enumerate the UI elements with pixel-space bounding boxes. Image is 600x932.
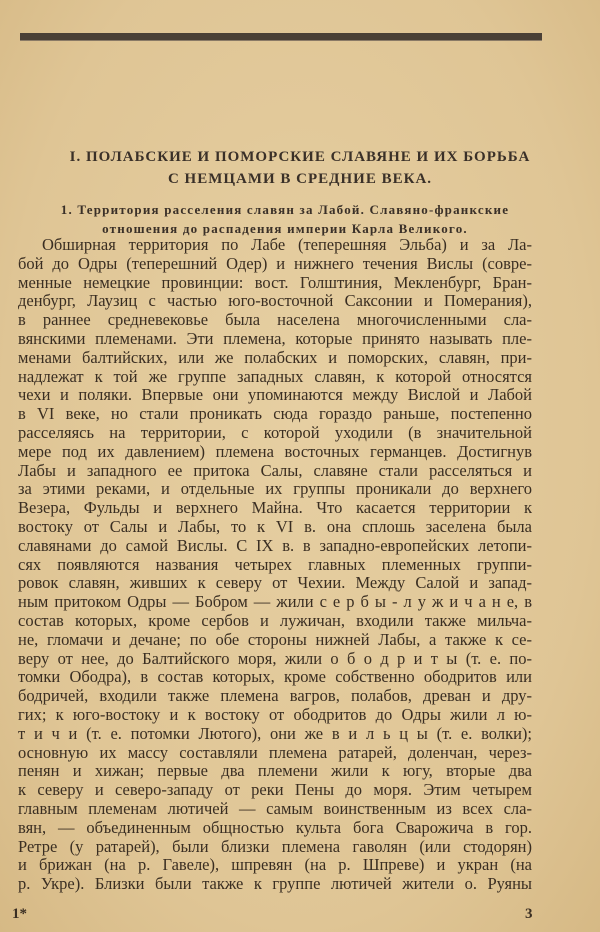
text-line: Лабы и западного ее притока Салы, славяне стали расселяться и [18, 460, 532, 480]
text-line: сях появляются названия четырех главных племенных группи- [18, 554, 532, 574]
text-line: в раннее средневековье была населена многочисленными сла- [18, 310, 532, 330]
text-line: денбург, Лаузиц с частью юго-восточной Саксонии и Померания), [18, 291, 532, 311]
section-title-line-2: отношения до распадения империи Карла Великого. [102, 221, 468, 236]
body-text [18, 236, 532, 894]
signature-mark: 1* [12, 906, 27, 922]
text-line: пенян и хижан; первые два племени жили к югу, вторые два [18, 761, 532, 781]
text-line: не, гломачи и дечане; по обе стороны нижней Лабы, а также к се- [18, 629, 532, 649]
text-line: Ретре (у ратарей), были близки племена гаволян (или стодорян) [18, 836, 532, 856]
text-line: гих; к юго-востоку и к востоку от ободритов до Одры жили л ю- [18, 704, 532, 724]
text-line: расселяясь на территории, с которой уходили (в значительной [18, 422, 532, 442]
text-line: вян, — объединенным общностью культа бога Сварожича в гор. [18, 817, 532, 837]
text-line: т и ч и (т. е. потомки Лютого), они же в и л ь ц ы (т. е. волки); [18, 723, 532, 743]
section-title-line-1: 1. Территория расселения славян за Лабой. Славяно-франкские [60, 202, 510, 217]
text-line: менные немецкие провинции: вост. Голштиния, Мекленбург, Бран- [18, 272, 532, 292]
text-line: востоку от Салы и Лабы, то к VI в. она сплошь заселена была [18, 516, 532, 536]
text-line: ровок славян, живших к северу от Чехии. Между Салой и запад- [18, 573, 532, 593]
page-number: 3 [525, 906, 533, 922]
text-line: веру от нее, до Балтийского моря, жили о б о д р и т ы (т. е. по- [18, 648, 532, 668]
chapter-title-line-2: С НЕМЦАМИ В СРЕДНИЕ ВЕКА. [167, 171, 433, 187]
chapter-title-line-1: I. ПОЛАБСКИЕ И ПОМОРСКИЕ СЛАВЯНЕ И ИХ БОРЬБА [69, 149, 531, 165]
text-line: р. Укре). Близки были также к группе лютичей жители о. Руяны [18, 874, 532, 894]
text-line: вянскими племенами. Эти племена, которые принято называть пле- [18, 328, 532, 348]
text-line: мере под их давлением) племена восточных германцев. Достигнув [18, 441, 532, 461]
header-rule [20, 33, 542, 41]
text-line: чехи и поляки. Впервые они упоминаются между Вислой и Лабой [18, 385, 532, 405]
text-line: менами балтийских, или же полабских и поморских, славян, при- [18, 347, 532, 367]
text-line: славянами до самой Вислы. С IX в. в западно-европейских летопи- [18, 535, 532, 555]
text-line: бодричей, входили также племена вагров, полабов, древан и дру- [18, 686, 532, 706]
text-line: за этими реками, и отдельные их группы проникали до верхнего [18, 479, 532, 499]
text-line: основную их массу составляли племена ратарей, доленчан, через- [18, 742, 532, 762]
text-line: надлежат к той же группе западных славян, к которой относятся [18, 366, 532, 386]
text-line: главным племенам лютичей — самым воинственным из всех сла- [18, 798, 532, 818]
text-line: ным притоком Одры — Бобром — жили с е р б ы - л у ж и ч а н е, в [18, 592, 532, 612]
text-line: томки Ободра), в состав которых, кроме собственно ободритов или [18, 667, 532, 687]
text-line: Обширная территория по Лабе (теперешняя Эльба) и за Ла- [42, 235, 532, 254]
text-line: и брижан (на р. Гавеле), шпревян (на р. Шпреве) и укран (на [18, 855, 532, 875]
text-line: бой до Одры (теперешний Одер) и нижнего течения Вислы (совре- [18, 253, 532, 273]
text-line: Везера, Фульды и верхнего Майна. Что касается территории к [18, 498, 532, 518]
text-line: к северу и северо-западу от реки Пены до моря. Этим четырем [18, 780, 532, 800]
text-line: в VI веке, но стали проникать сюда гораздо раньше, постепенно [18, 404, 532, 424]
text-line: состав которых, кроме сербов и лужичан, входили также мильча- [18, 610, 532, 630]
